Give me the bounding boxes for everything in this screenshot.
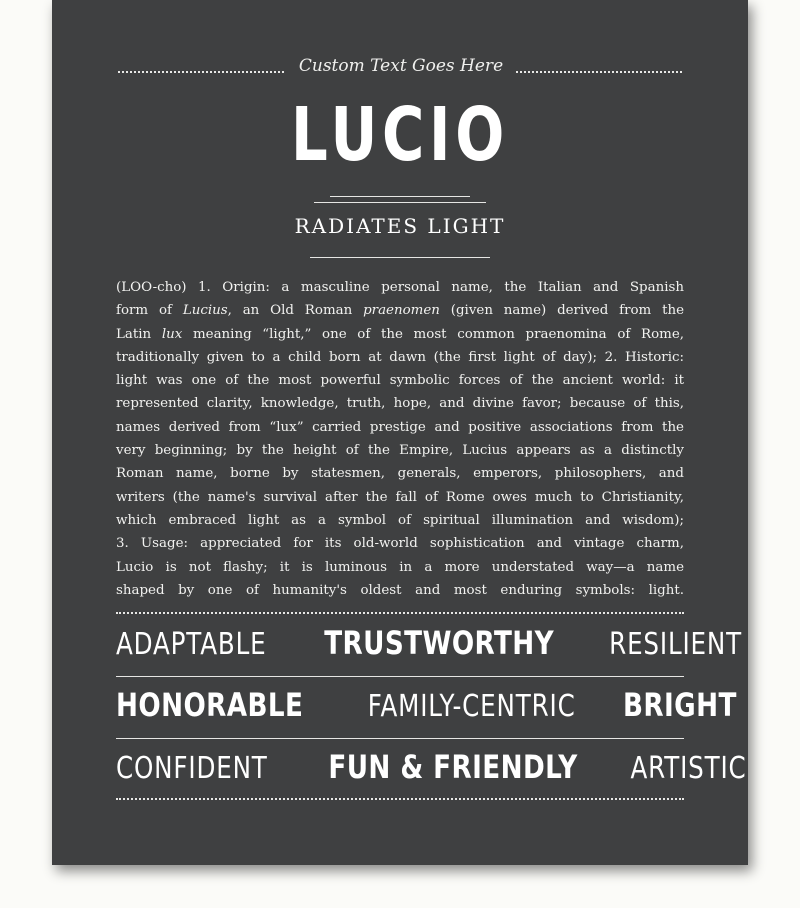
- bottom-dotted-rule: [116, 798, 684, 800]
- trait-word: BRIGHT: [622, 686, 737, 724]
- name-underline-1: [330, 196, 470, 197]
- trait-word: FUN & FRIENDLY: [328, 748, 578, 786]
- definition-line: 3. Usage: appreciated for its old-world sophistication and vintage charm,: [116, 536, 684, 552]
- traits-row-3: [116, 748, 747, 794]
- traits-divider-1: [116, 676, 684, 677]
- definition-line: which embraced light as a symbol of spiritual illumination and wisdom);: [116, 512, 684, 528]
- name-definition: [116, 276, 684, 602]
- trait-word: ADAPTABLE: [116, 627, 267, 662]
- definition-line: writers (the name's survival after the fall of Rome owes much to Christianity,: [116, 489, 684, 505]
- traits-divider-2: [116, 738, 684, 739]
- meaning-underline: [310, 257, 490, 258]
- traits-row-1: [116, 624, 742, 670]
- poster-name: LUCIO: [291, 92, 509, 178]
- name-underline-2: [314, 202, 486, 203]
- trait-word: FAMILY-CENTRIC: [367, 689, 576, 724]
- name-art-poster: [52, 0, 748, 865]
- definition-line: traditionally given to a child born at dawn (the first light of day); 2. Historic:: [116, 349, 684, 365]
- definition-bottom-dotted-rule: [116, 612, 684, 614]
- definition-line: represented clarity, knowledge, truth, hope, and divine favor; because of this,: [116, 396, 684, 412]
- trait-word: ARTISTIC: [630, 751, 747, 786]
- top-left-dotted-rule: [118, 71, 284, 73]
- definition-line: shaped by one of humanity's oldest and most enduring symbols: light.: [116, 582, 684, 598]
- custom-text: Custom Text Goes Here: [298, 56, 504, 76]
- trait-word: HONORABLE: [116, 686, 304, 724]
- trait-word: CONFIDENT: [116, 751, 268, 786]
- trait-word: RESILIENT: [608, 627, 742, 662]
- traits-row-2: [116, 686, 737, 732]
- definition-line: form of Lucius, an Old Roman praenomen (given name) derived from the: [116, 303, 685, 319]
- name-meaning: RADIATES LIGHT: [294, 214, 506, 238]
- trait-word: TRUSTWORTHY: [324, 624, 555, 662]
- definition-line: Lucio is not flashy; it is luminous in a more understated way—a name: [116, 559, 684, 575]
- definition-line: very beginning; by the height of the Empire, Lucius appears as a distinctly: [116, 443, 684, 459]
- definition-line: Latin lux meaning “light,” one of the most common praenomina of Rome,: [116, 326, 685, 342]
- definition-line: names derived from “lux” carried prestige and positive associations from the: [116, 419, 684, 435]
- definition-line: Roman name, borne by statesmen, generals, emperors, philosophers, and: [116, 466, 684, 482]
- definition-line: (LOO-cho) 1. Origin: a masculine personal name, the Italian and Spanish: [116, 280, 684, 295]
- definition-line: light was one of the most powerful symbolic forces of the ancient world: it: [116, 373, 684, 389]
- top-right-dotted-rule: [516, 71, 682, 73]
